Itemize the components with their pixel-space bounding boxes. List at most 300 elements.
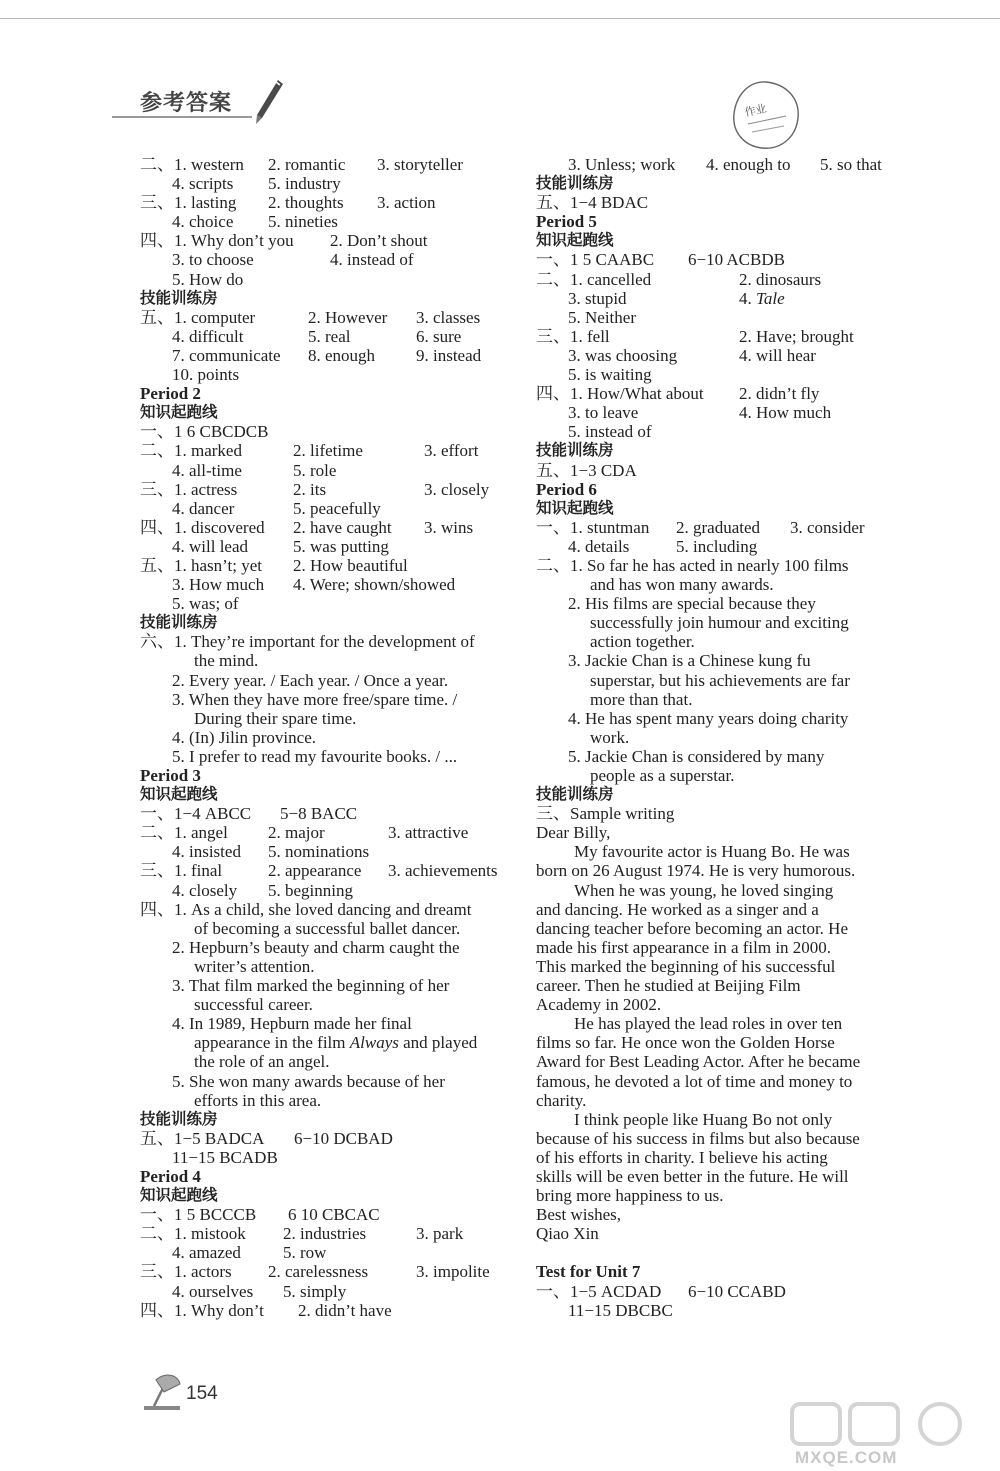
answer-line <box>140 919 520 938</box>
answer-line <box>536 1091 926 1110</box>
answer-line <box>140 995 520 1014</box>
answer-text: 三、1. actors <box>140 1262 232 1282</box>
answer-text: 五、1. hasn’t; yet <box>140 555 262 575</box>
section-heading <box>140 1186 520 1205</box>
answer-line <box>536 594 926 613</box>
answer-text: He has played the lead roles in over ten <box>574 1014 843 1034</box>
answer-text: 3. Unless; work <box>568 155 676 174</box>
answer-line <box>536 881 926 900</box>
answer-text: 一、1 6 CBCDCB <box>140 422 269 442</box>
section-heading <box>536 499 926 518</box>
answer-line <box>536 728 926 747</box>
answer-text: 4. difficult <box>172 326 244 346</box>
answer-line <box>536 747 926 766</box>
answer-text: of becoming a successful ballet dancer. <box>194 918 461 938</box>
section-heading <box>536 441 926 460</box>
answer-text: 四、1. As a child, she loved dancing and dreamt <box>140 899 472 919</box>
answer-text: made his first appearance in a film in 2000. <box>536 937 832 957</box>
answer-text: 3. closely <box>424 479 490 499</box>
answer-text: Dear Billy, <box>536 823 611 843</box>
answer-text: 5. nineties <box>268 212 338 232</box>
answer-text: 3. effort <box>424 441 479 461</box>
answer-text: 3. to choose <box>172 250 254 270</box>
answer-line <box>140 499 520 518</box>
answer-text: dancing teacher before becoming an actor. He <box>536 918 848 938</box>
answer-text: 4. insisted <box>172 842 241 862</box>
answer-line <box>140 155 520 174</box>
answer-text: 技能训练房 <box>140 613 218 632</box>
answer-text: 5. was putting <box>293 536 389 556</box>
answer-text: 三、1. actress <box>140 479 238 499</box>
answer-text: 3. When they have more free/spare time. / <box>172 689 458 709</box>
answer-text: 2. His films are special because they <box>568 594 816 614</box>
answer-text: 三、1. lasting <box>140 193 237 213</box>
answer-text: 二、1. So far he has acted in nearly 100 films <box>536 555 849 575</box>
answer-text: 2. romantic <box>268 155 346 174</box>
answer-text: 5−8 BACC <box>280 804 358 824</box>
answer-text: famous, he devoted a lot of time and money to <box>536 1071 853 1091</box>
answer-line <box>140 1091 520 1110</box>
answer-text: When he was young, he loved singing <box>574 880 834 900</box>
answer-text: 6−10 ACBDB <box>688 250 785 270</box>
answer-line <box>536 919 926 938</box>
answer-line <box>536 938 926 957</box>
answer-text: career. Then he studied at Beijing Film <box>536 976 801 996</box>
answer-text: 2. Don’t shout <box>330 231 428 251</box>
section-heading <box>140 403 520 422</box>
answer-line <box>536 1301 926 1320</box>
answer-column-left <box>140 155 520 1320</box>
answer-text: 3. was choosing <box>568 345 678 365</box>
answer-text: My favourite actor is Huang Bo. He was <box>574 842 850 862</box>
answer-text: 一、1. stuntman <box>536 517 650 537</box>
answer-text: and dancing. He worked as a singer and a <box>536 899 819 919</box>
answer-text: 四、1. How/What about <box>536 384 704 404</box>
answer-text: 3. classes <box>416 307 481 327</box>
answer-text: 一、1 5 CAABC <box>536 250 655 270</box>
header-underline <box>112 116 252 118</box>
answer-line <box>536 327 926 346</box>
answer-text: 技能训练房 <box>536 785 614 804</box>
answer-text: 4. He has spent many years doing charity <box>568 708 849 728</box>
answer-text: 4. scripts <box>172 174 234 194</box>
period-heading <box>140 384 520 403</box>
answer-text: of his efforts in charity. I believe his acting <box>536 1147 828 1167</box>
answer-line <box>536 900 926 919</box>
answer-text: appearance in the film Always and played <box>194 1033 478 1053</box>
answer-line <box>140 881 520 900</box>
answer-text: 4. choice <box>172 212 234 232</box>
section-heading <box>140 1110 520 1129</box>
answer-line <box>536 709 926 728</box>
answer-text: 5. How do <box>172 269 244 289</box>
answer-text: 4. closely <box>172 880 238 900</box>
answer-text: 四、1. Why don’t <box>140 1300 264 1320</box>
answer-column-right <box>536 155 926 1320</box>
answer-line <box>536 804 926 823</box>
answer-line <box>140 1014 520 1033</box>
answer-text: 4. details <box>568 536 630 556</box>
answer-text: 3. wins <box>424 517 474 537</box>
answer-text: 4. all-time <box>172 460 242 480</box>
answer-line <box>536 690 926 709</box>
answer-line <box>536 518 926 537</box>
answer-text: 五、1−4 BDAC <box>536 193 649 213</box>
answer-line <box>140 480 520 499</box>
answer-text: 4. (In) Jilin province. <box>172 727 316 747</box>
answer-line <box>140 365 520 384</box>
period-heading <box>140 1167 520 1186</box>
section-heading <box>536 785 926 804</box>
answer-line <box>140 193 520 212</box>
answer-text: 6. sure <box>416 326 462 346</box>
answer-text: 5. Neither <box>568 307 636 327</box>
answer-text: 2. didn’t fly <box>739 384 820 404</box>
answer-text: 5. industry <box>268 174 341 194</box>
answer-text: 4. will hear <box>739 345 816 365</box>
answer-line <box>536 651 926 670</box>
answer-text: work. <box>590 727 630 747</box>
answer-text: 2. Every year. / Each year. / Once a year. <box>172 670 449 690</box>
answer-line <box>536 575 926 594</box>
answer-text: 3. action <box>377 193 436 213</box>
answer-line <box>140 1282 520 1301</box>
answer-text: charity. <box>536 1090 587 1110</box>
answer-text: 二、1. western <box>140 155 244 174</box>
answer-text: 知识起跑线 <box>140 785 218 804</box>
answer-text: 五、1. computer <box>140 307 256 327</box>
answer-text: 7. communicate <box>172 345 281 365</box>
answer-line <box>536 270 926 289</box>
answer-line <box>140 537 520 556</box>
answer-line <box>140 938 520 957</box>
answer-text: 5. so that <box>820 155 882 174</box>
answer-line <box>536 1033 926 1052</box>
answer-text: Best wishes, <box>536 1205 621 1225</box>
answer-text: 5. simply <box>283 1281 347 1301</box>
answer-line <box>140 346 520 365</box>
answer-line <box>536 384 926 403</box>
period-heading <box>536 212 926 231</box>
answer-line <box>536 1072 926 1091</box>
period-heading <box>536 1262 926 1281</box>
section-heading <box>536 231 926 250</box>
answer-text: 5. was; of <box>172 594 239 614</box>
answer-text: 五、1−3 CDA <box>536 460 637 480</box>
page-header-title: 参考答案 <box>140 91 233 116</box>
answer-text: 3. How much <box>172 575 265 595</box>
answer-line <box>140 575 520 594</box>
answer-text: 知识起跑线 <box>140 1186 218 1205</box>
answer-line <box>140 804 520 823</box>
answer-line <box>140 270 520 289</box>
answer-text: 技能训练房 <box>536 174 614 193</box>
answer-line <box>140 327 520 346</box>
answer-text: 技能训练房 <box>536 441 614 460</box>
answer-text: 4. In 1989, Hepburn made her final <box>172 1014 412 1034</box>
answer-text: 5. row <box>283 1243 327 1263</box>
answer-text: Period 3 <box>140 766 201 785</box>
answer-text: skills will be even better in the future. He will <box>536 1166 849 1186</box>
answer-text: 5. beginning <box>268 880 353 900</box>
answer-text: 2. lifetime <box>293 441 363 461</box>
answer-text: successfully join humour and exciting <box>590 613 849 633</box>
answer-line <box>536 1129 926 1148</box>
answer-text: 2. dinosaurs <box>739 269 822 289</box>
answer-text: 10. points <box>172 365 240 385</box>
answer-text: 5. I prefer to read my favourite books. / ... <box>172 746 458 766</box>
top-rule <box>0 18 1000 19</box>
answer-line <box>140 747 520 766</box>
svg-text:作业: 作业 <box>743 101 768 120</box>
answer-text: 2. However <box>308 307 388 327</box>
answer-text: bring more happiness to us. <box>536 1186 724 1206</box>
answer-text: 三、Sample writing <box>536 804 675 824</box>
answer-line <box>140 594 520 613</box>
answer-text: because of his success in films but also because <box>536 1128 860 1148</box>
answer-text: 知识起跑线 <box>536 231 614 250</box>
answer-text: 技能训练房 <box>140 1109 218 1128</box>
answer-line <box>536 1224 926 1243</box>
answer-text: 二、1. mistook <box>140 1224 246 1244</box>
answer-line <box>536 250 926 269</box>
answer-text: 2. didn’t have <box>298 1300 392 1320</box>
homework-stamp-icon <box>728 78 804 154</box>
answer-line <box>140 422 520 441</box>
watermark-text: MXQE.COM <box>795 1448 898 1467</box>
answer-text: 2. its <box>293 479 327 499</box>
answer-text: 2. Have; brought <box>739 326 854 346</box>
answer-text: Award for Best Leading Actor. After he became <box>536 1052 861 1072</box>
answer-text: 5. including <box>676 536 758 556</box>
answer-text: efforts in this area. <box>194 1090 322 1110</box>
answer-line <box>140 1262 520 1281</box>
answer-text: the role of an angel. <box>194 1052 330 1072</box>
answer-line <box>140 1033 520 1052</box>
answer-text: 四、1. Why don’t you <box>140 231 294 251</box>
answer-text: 2. appearance <box>268 861 362 881</box>
answer-line <box>140 651 520 670</box>
answer-text: 2. carelessness <box>268 1262 369 1282</box>
answer-text: 4. ourselves <box>172 1281 254 1301</box>
answer-text: 三、1. final <box>140 861 223 881</box>
answer-text: 3. to leave <box>568 403 639 423</box>
section-heading <box>536 174 926 193</box>
section-heading <box>140 785 520 804</box>
answer-text: 3. That film marked the beginning of her <box>172 976 450 996</box>
answer-text: people as a superstar. <box>590 766 735 785</box>
answer-line <box>536 766 926 785</box>
answer-line <box>536 461 926 480</box>
answer-line <box>536 1014 926 1033</box>
answer-line <box>536 632 926 651</box>
answer-line <box>536 1167 926 1186</box>
section-heading <box>140 613 520 632</box>
answer-text: 3. consider <box>790 517 865 537</box>
answer-line <box>140 518 520 537</box>
period-heading <box>536 480 926 499</box>
answer-line <box>536 193 926 212</box>
answer-line <box>536 155 926 174</box>
answer-line <box>140 823 520 842</box>
answer-text: 4. enough to <box>706 155 791 174</box>
answer-line <box>140 1243 520 1262</box>
answer-line <box>140 1072 520 1091</box>
answer-text: 5. real <box>308 326 351 346</box>
answer-text: 11−15 BCADB <box>172 1147 278 1167</box>
answer-line <box>536 556 926 575</box>
answer-line <box>536 1205 926 1224</box>
answer-line <box>140 1224 520 1243</box>
answer-text: 2. thoughts <box>268 193 344 213</box>
answer-line <box>140 250 520 269</box>
answer-line <box>140 728 520 747</box>
answer-line <box>140 174 520 193</box>
answer-line <box>140 842 520 861</box>
answer-line <box>140 976 520 995</box>
answer-text: Period 5 <box>536 212 597 232</box>
answer-line <box>140 690 520 709</box>
answer-line <box>536 1186 926 1205</box>
answer-line <box>140 231 520 250</box>
answer-text: writer’s attention. <box>194 956 315 976</box>
answer-line <box>140 1205 520 1224</box>
answer-line <box>536 957 926 976</box>
answer-text: 六、1. They’re important for the development of <box>140 632 475 652</box>
answer-line <box>140 1129 520 1148</box>
answer-text: 6−10 DCBAD <box>294 1128 393 1148</box>
answer-line <box>140 1301 520 1320</box>
answer-text: 4. Tale <box>739 288 785 308</box>
answer-line <box>536 671 926 690</box>
answer-line <box>536 365 926 384</box>
answer-text: more than that. <box>590 689 693 709</box>
answer-line <box>536 995 926 1014</box>
answer-text: 3. stupid <box>568 288 627 308</box>
period-heading <box>140 766 520 785</box>
answer-line <box>536 1110 926 1129</box>
answer-text: Period 4 <box>140 1166 201 1186</box>
answer-text: 4. How much <box>739 403 832 423</box>
answer-line <box>140 1148 520 1167</box>
answer-text: 5. instead of <box>568 422 652 442</box>
desk-lamp-icon <box>142 1372 184 1412</box>
answer-line <box>140 556 520 575</box>
answer-text: 3. Jackie Chan is a Chinese kung fu <box>568 651 811 671</box>
answer-line <box>536 403 926 422</box>
answer-line <box>536 537 926 556</box>
answer-text: 二、1. angel <box>140 823 228 843</box>
answer-line <box>140 861 520 880</box>
answer-text: 二、1. marked <box>140 441 242 461</box>
answer-line <box>140 1052 520 1071</box>
answer-line <box>536 613 926 632</box>
answer-line <box>536 976 926 995</box>
answer-text: 8. enough <box>308 345 376 365</box>
answer-text: This marked the beginning of his successful <box>536 956 836 976</box>
answer-line <box>140 212 520 231</box>
answer-text: 5. nominations <box>268 842 370 862</box>
answer-text: Period 2 <box>140 384 201 404</box>
answer-text: 4. amazed <box>172 1243 241 1263</box>
answer-text: 3. storyteller <box>377 155 463 174</box>
answer-text: superstar, but his achievements are far <box>590 670 850 690</box>
answer-text: 3. park <box>416 1224 464 1244</box>
answer-line <box>140 441 520 460</box>
answer-text: 2. graduated <box>676 517 761 537</box>
answer-text: 4. instead of <box>330 250 414 270</box>
answer-text: the mind. <box>194 651 259 671</box>
answer-text: Test for Unit 7 <box>536 1262 641 1282</box>
answer-line <box>536 346 926 365</box>
answer-text: 6 10 CBCAC <box>288 1205 380 1225</box>
answer-text: During their spare time. <box>194 708 357 728</box>
answer-text: born on 26 August 1974. He is very humorous. <box>536 861 856 881</box>
answer-text: successful career. <box>194 995 313 1015</box>
answer-text: 5. peacefully <box>293 498 381 518</box>
answer-text: Period 6 <box>536 479 597 499</box>
answer-text: 5. is waiting <box>568 365 652 385</box>
answer-line <box>536 308 926 327</box>
answer-text: 4. dancer <box>172 498 235 518</box>
answer-text: 2. have caught <box>293 517 392 537</box>
answer-line <box>536 1052 926 1071</box>
answer-text: 6−10 CCABD <box>688 1281 786 1301</box>
answer-text: I think people like Huang Bo not only <box>574 1109 833 1129</box>
answer-line <box>536 1148 926 1167</box>
answer-text: and has won many awards. <box>590 575 774 595</box>
answer-line <box>536 422 926 441</box>
answer-line <box>536 1243 926 1262</box>
answer-text: 一、1−4 ABCC <box>140 804 252 824</box>
answer-text: 9. instead <box>416 345 482 365</box>
answer-line <box>140 461 520 480</box>
answer-text: 3. impolite <box>416 1262 490 1282</box>
answer-text: 五、1−5 BADCA <box>140 1128 265 1148</box>
answer-text: 3. achievements <box>388 861 498 881</box>
answer-line <box>536 289 926 308</box>
answer-text: 二、1. cancelled <box>536 269 652 289</box>
answer-line <box>536 861 926 880</box>
answer-text: 5. Jackie Chan is considered by many <box>568 746 825 766</box>
answer-text: 知识起跑线 <box>536 498 614 517</box>
answer-text: 2. major <box>268 823 325 843</box>
answer-line <box>140 957 520 976</box>
answer-line <box>536 1282 926 1301</box>
answer-text: 4. Were; shown/showed <box>293 575 456 595</box>
answer-line <box>140 900 520 919</box>
answer-text: 知识起跑线 <box>140 403 218 422</box>
answer-text: Academy in 2002. <box>536 995 662 1015</box>
answer-text: 三、1. fell <box>536 326 610 346</box>
answer-text: Qiao Xin <box>536 1224 599 1244</box>
answer-text: action together. <box>590 632 695 652</box>
answer-line <box>140 632 520 651</box>
answer-text: 四、1. discovered <box>140 517 265 537</box>
answer-text: 2. How beautiful <box>293 555 408 575</box>
answer-text: 一、1 5 BCCCB <box>140 1205 257 1225</box>
answer-text: 11−15 DBCBC <box>568 1300 673 1320</box>
answer-text: 5. She won many awards because of her <box>172 1071 445 1091</box>
answer-text: 2. industries <box>283 1224 367 1244</box>
answer-line <box>536 842 926 861</box>
pen-icon <box>252 78 284 126</box>
answer-text: 一、1−5 ACDAD <box>536 1281 662 1301</box>
page-number: 154 <box>186 1383 218 1404</box>
answer-text: 3. attractive <box>388 823 469 843</box>
answer-text: films so far. He once won the Golden Horse <box>536 1033 835 1053</box>
section-heading <box>140 289 520 308</box>
